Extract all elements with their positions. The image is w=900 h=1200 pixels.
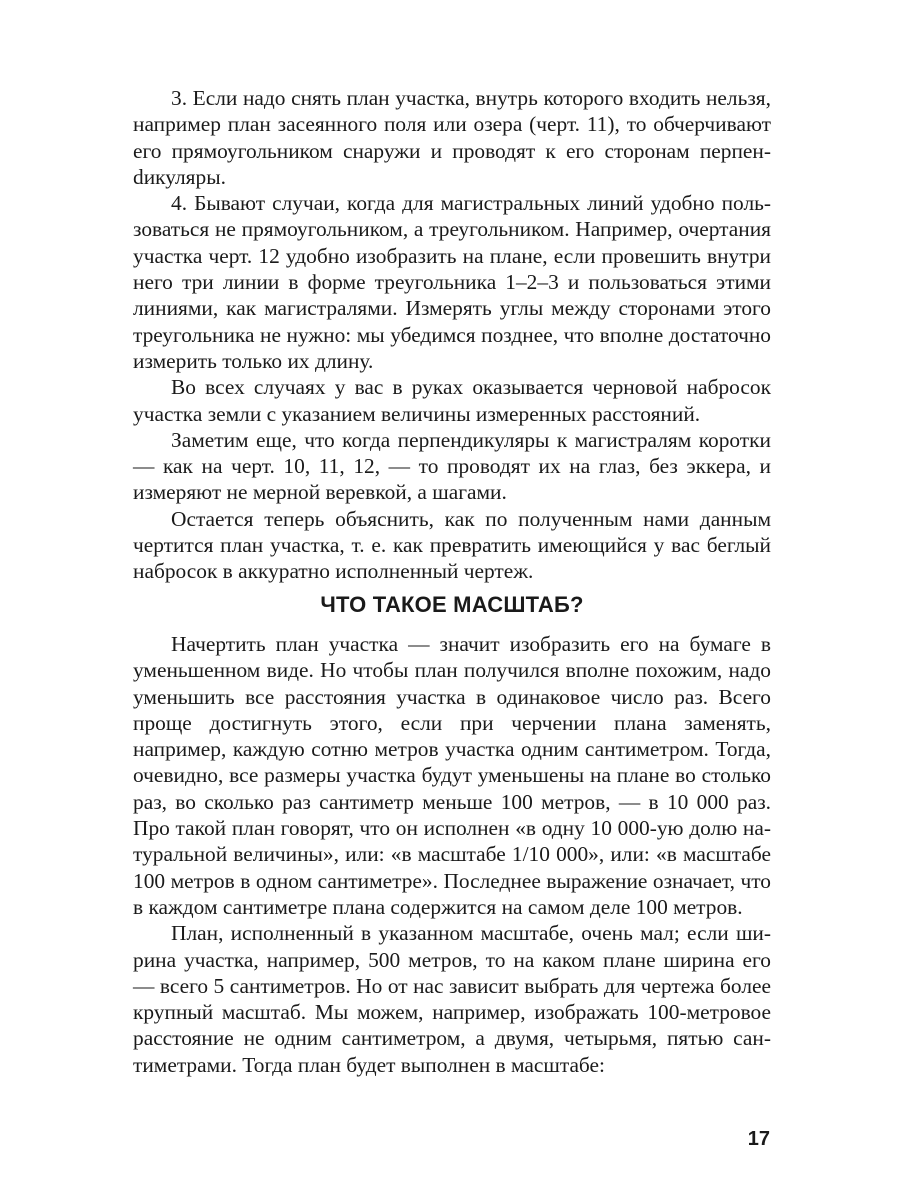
paragraph: 3. Если надо снять план участка, внутрь которого входить нельзя, например план засеянного поля или озера (черт. 11), то обчерчивают его прямоугольником снаружи и проводят к его сторонам перпенdикуляры.: [133, 86, 771, 189]
page-number: 17: [747, 1128, 770, 1150]
paragraph: Во всех случаях у вас в руках оказывается черновой набросок участка земли с указанием величины измеренных расстояний.: [133, 375, 771, 426]
section-heading: ЧТО ТАКОЕ МАСШТАБ?: [320, 592, 584, 617]
paragraph: План, исполненный в указанном масштабе, очень мал; если ширина участка, например, 500 метров, то на каком плане ширина его — всего 5 сантиметров. Но от нас зависит выбрать для чертежа более крупный масштаб. Мы можем, например, изображать 100-метровое расстояние не одним сантиметром, а двумя, четырьмя, пятью сантиметрами. Тогда план будет выполнен в масштабе:: [133, 921, 771, 1077]
text-block-top: [133, 85, 771, 585]
paragraph: Начертить план участка — значит изобразить его на бумаге в уменьшенном виде. Но чтобы план получился вполне похожим, надо уменьшить все расстояния участка в одинаковое число раз. Всего проще достигнуть этого, если при черчении плана заменять, например, каждую сотню метров участка одним сантиметром. Тогда, очевидно, все размеры участка будут уменьшены на плане во столько раз, во сколько раз сантиметр меньше 100 метров, — в 10 000 раз. Про такой план говорят, что он исполнен «в одну 10 000-ую долю натуральной величины», или: «в масштабе 1/10 000», или: «в масштабе 100 метров в одном сантиметре». Последнее выражение означает, что в каждом сантиметре плана содержится на самом деле 100 метров.: [133, 632, 771, 919]
text-block-bottom: [133, 631, 771, 1078]
paragraph: 4. Бывают случаи, когда для магистральных линий удобно пользоваться не прямоугольником, а треугольником. Например, очертания участка черт. 12 удобно изобразить на плане, если провешить внутри него три линии в форме треугольника 1–2–3 и пользоваться этими линиями, как магистралями. Измерять углы между сторонами этого треугольника не нужно: мы убедимся позднее, что вполне достаточно измерить только их длину.: [133, 191, 771, 373]
paragraph: Заметим еще, что когда перпендикуляры к магистралям коротки — как на черт. 10, 11, 12, — то проводят их на глаз, без эккера, и измеряют не мерной веревкой, а шагами.: [133, 427, 771, 505]
paragraph: Остается теперь объяснить, как по полученным нами данным чертится план участка, т. е. как превратить имеющийся у вас беглый набросок в аккуратно исполненный чертеж.: [133, 506, 771, 584]
